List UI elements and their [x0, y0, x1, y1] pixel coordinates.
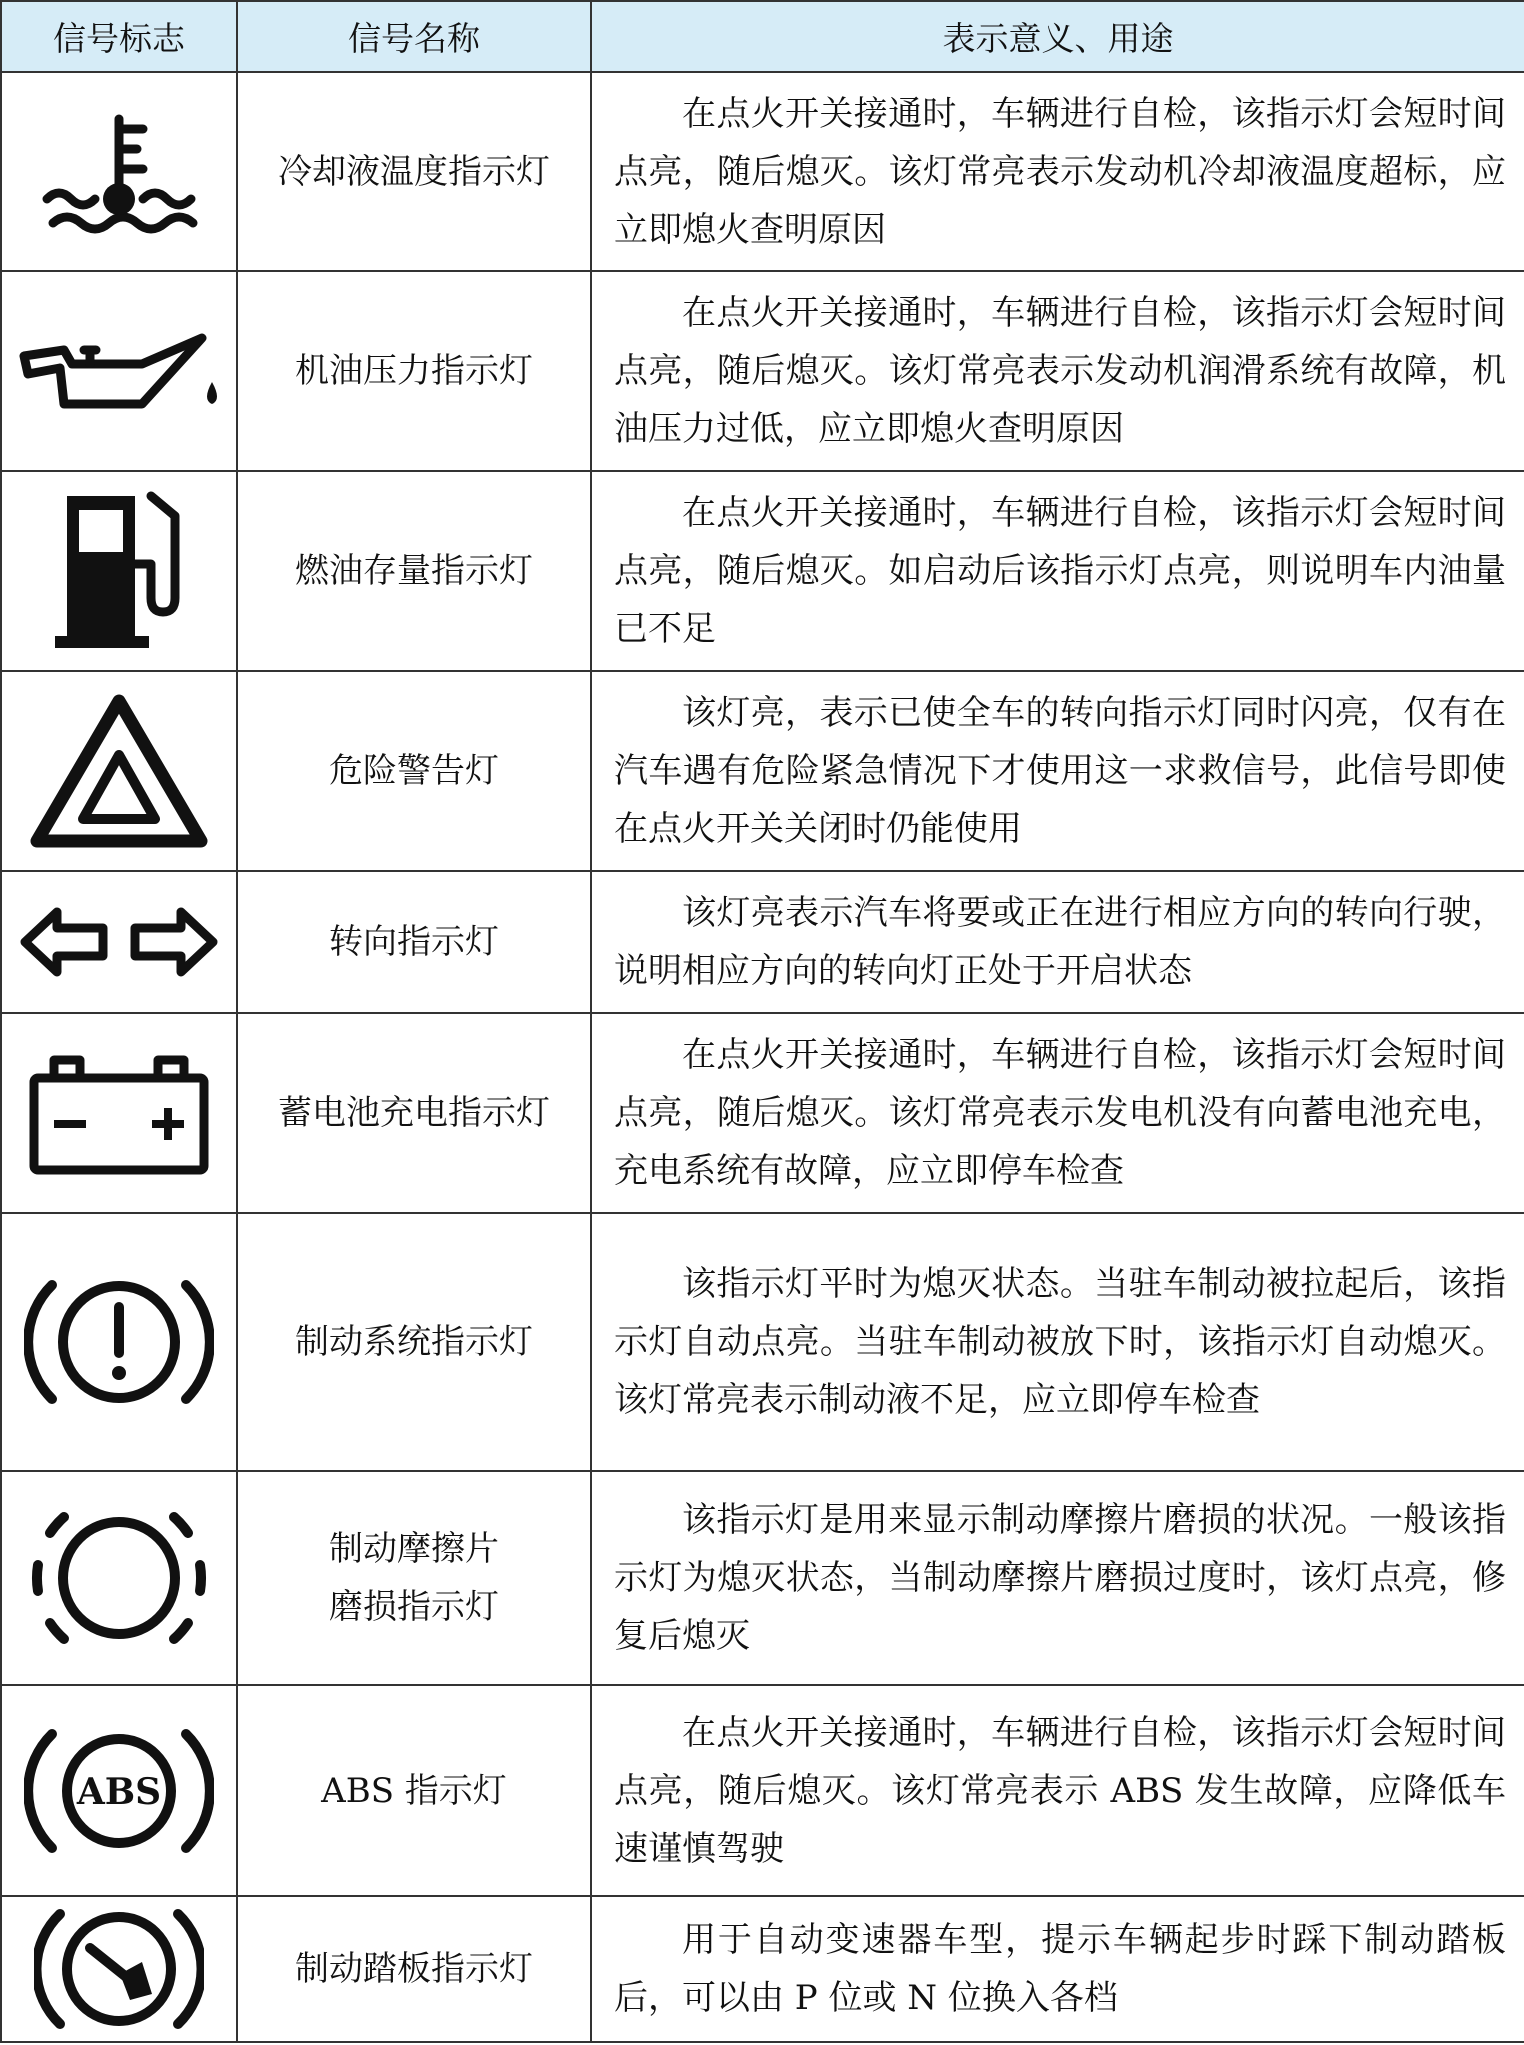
header-signal-icon: 信号标志	[1, 1, 237, 72]
icon-cell	[1, 72, 237, 271]
brake-pedal-icon	[34, 1904, 204, 2034]
icon-cell	[1, 1896, 237, 2042]
icon-cell	[1, 1013, 237, 1213]
table-row	[1, 271, 1524, 471]
abs-icon-label: ABS	[76, 1770, 162, 1813]
icon-cell	[1, 471, 237, 671]
turn-signal-icon	[19, 902, 219, 982]
battery-charge-icon	[24, 1048, 214, 1178]
signal-description: 该指示灯平时为熄灭状态。当驻车制动被拉起后，该指示灯自动点亮。当驻车制动被放下时，该指示灯自动熄灭。该灯常亮表示制动液不足，应立即停车检查	[591, 1213, 1524, 1471]
table-row	[1, 871, 1524, 1013]
signal-name: 冷却液温度指示灯	[237, 72, 591, 271]
signal-name: 蓄电池充电指示灯	[237, 1013, 591, 1213]
signal-name-line: 磨损指示灯	[329, 1587, 499, 1627]
signal-description: 该灯亮，表示已使全车的转向指示灯同时闪亮，仅有在汽车遇有危险紧急情况下才使用这一求救信号，此信号即使在点火开关关闭时仍能使用	[591, 671, 1524, 871]
coolant-temperature-icon	[39, 107, 199, 237]
icon-cell	[1, 1471, 237, 1685]
table-row	[1, 1213, 1524, 1471]
header-signal-name: 信号名称	[237, 1, 591, 72]
icon-cell	[1, 671, 237, 871]
abs-icon	[24, 1706, 214, 1876]
brake-system-icon	[24, 1257, 214, 1427]
header-row	[1, 1, 1524, 72]
signal-name: 危险警告灯	[237, 671, 591, 871]
signal-description: 该指示灯是用来显示制动摩擦片磨损的状况。一般该指示灯为熄灭状态，当制动摩擦片磨损过度时，该灯点亮，修复后熄灭	[591, 1471, 1524, 1685]
table-row	[1, 1685, 1524, 1896]
signal-name: 燃油存量指示灯	[237, 471, 591, 671]
icon-cell	[1, 1213, 237, 1471]
oil-pressure-icon	[14, 316, 224, 426]
table-row	[1, 1471, 1524, 1685]
brake-pad-wear-icon	[24, 1493, 214, 1663]
table-row	[1, 471, 1524, 671]
icon-cell	[1, 1685, 237, 1896]
signal-description: 在点火开关接通时，车辆进行自检，该指示灯会短时间点亮，随后熄灭。该灯常亮表示发电机没有向蓄电池充电，充电系统有故障，应立即停车检查	[591, 1013, 1524, 1213]
table-row	[1, 72, 1524, 271]
header-meaning: 表示意义、用途	[591, 1, 1524, 72]
table-row	[1, 1013, 1524, 1213]
signal-description: 用于自动变速器车型，提示车辆起步时踩下制动踏板后，可以由 P 位或 N 位换入各档	[591, 1896, 1524, 2042]
signal-name: 制动系统指示灯	[237, 1213, 591, 1471]
signal-description: 该灯亮表示汽车将要或正在进行相应方向的转向行驶，说明相应方向的转向灯正处于开启状态	[591, 871, 1524, 1013]
signal-name: 转向指示灯	[237, 871, 591, 1013]
signal-description: 在点火开关接通时，车辆进行自检，该指示灯会短时间点亮，随后熄灭。该灯常亮表示 ABS 发生故障，应降低车速谨慎驾驶	[591, 1685, 1524, 1896]
signal-description: 在点火开关接通时，车辆进行自检，该指示灯会短时间点亮，随后熄灭。如启动后该指示灯点亮，则说明车内油量已不足	[591, 471, 1524, 671]
signal-name: 制动踏板指示灯	[237, 1896, 591, 2042]
signal-name	[237, 1471, 591, 1685]
signal-name: 机油压力指示灯	[237, 271, 591, 471]
fuel-level-icon	[39, 486, 199, 656]
icon-cell	[1, 871, 237, 1013]
signal-description: 在点火开关接通时，车辆进行自检，该指示灯会短时间点亮，随后熄灭。该灯常亮表示发动机润滑系统有故障，机油压力过低，应立即熄火查明原因	[591, 271, 1524, 471]
icon-cell	[1, 271, 237, 471]
signal-name-line: 制动摩擦片	[329, 1529, 499, 1569]
table-row	[1, 671, 1524, 871]
signal-name: ABS 指示灯	[237, 1685, 591, 1896]
hazard-warning-icon	[29, 691, 209, 851]
table-row	[1, 1896, 1524, 2042]
signal-description: 在点火开关接通时，车辆进行自检，该指示灯会短时间点亮，随后熄灭。该灯常亮表示发动机冷却液温度超标，应立即熄火查明原因	[591, 72, 1524, 271]
